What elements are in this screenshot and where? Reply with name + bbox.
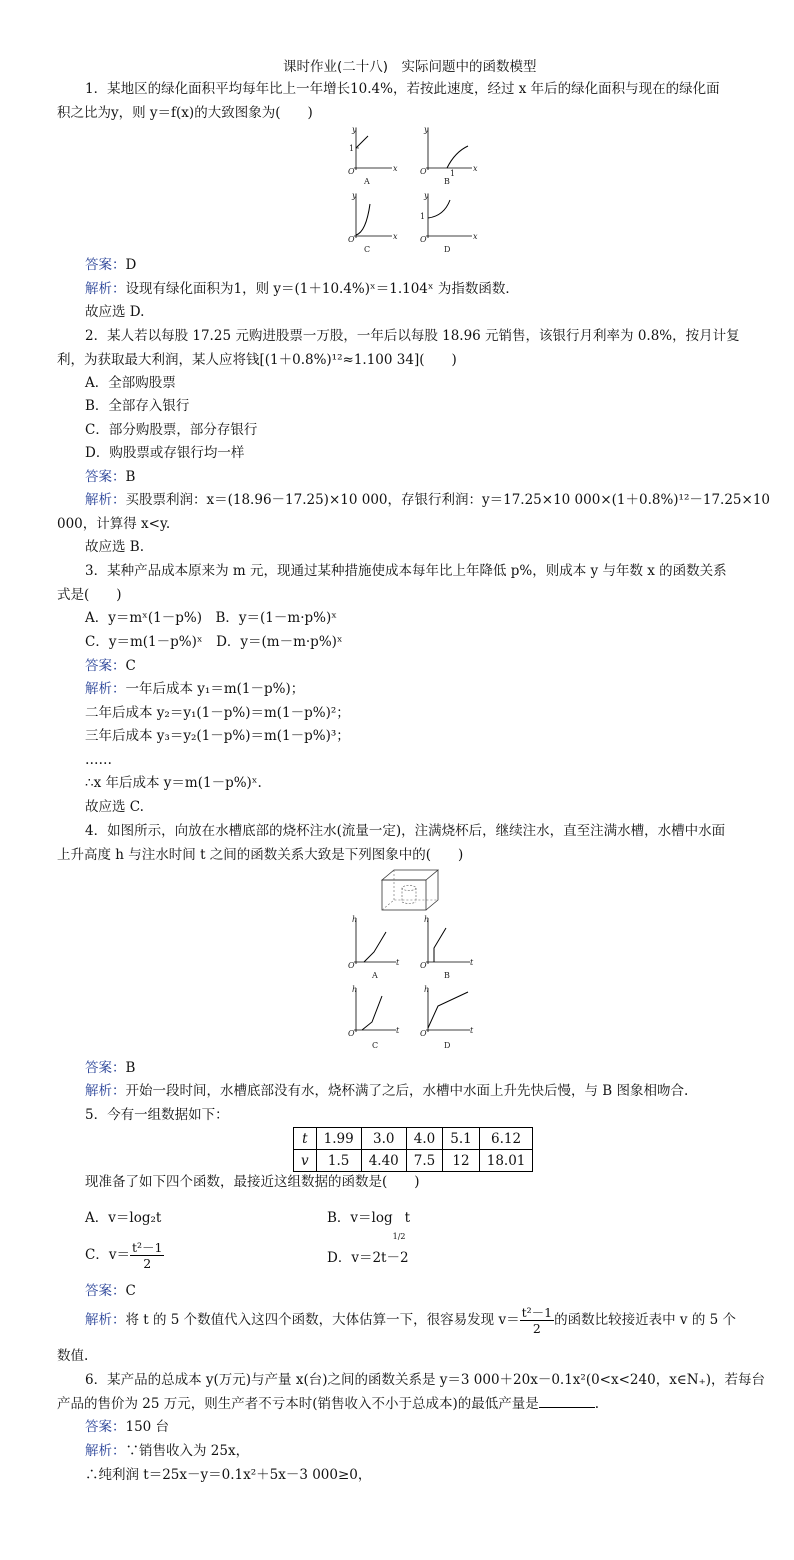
table-cell: t [294, 1128, 317, 1150]
svg-text:O: O [348, 235, 355, 244]
svg-text:t: t [396, 1026, 400, 1035]
q2-option-d: D．购股票或存银行均一样 [85, 445, 245, 461]
svg-text:t: t [470, 1026, 474, 1035]
q4-answer: B [125, 1060, 136, 1076]
q4-analysis-row [85, 1082, 688, 1100]
analysis-label: 解析： [85, 1443, 126, 1459]
q4-graph-options [342, 912, 484, 1052]
q4-analysis: 开始一段时间，水槽底部没有水，烧杯满了之后，水槽中水面上升先快后慢，与 B 图象相吻合. [125, 1083, 689, 1099]
q5-option-b-base: 1/2 [392, 1232, 406, 1241]
q2-stem-line2: 利，为获取最大利润，某人应将钱[(1＋0.8%)¹²≈1.100 34]( ) [57, 352, 457, 368]
q2-option-c: C．部分购股票，部分存银行 [85, 422, 258, 438]
q5-stem-line1: 5．今有一组数据如下： [85, 1107, 229, 1123]
q3-options-ab: A．y＝mˣ(1－p%) B．y＝(1－m·p%)ˣ [85, 610, 337, 626]
answer-label: 答案： [85, 257, 126, 273]
svg-text:O: O [420, 167, 427, 176]
svg-text:h: h [424, 985, 430, 994]
q5-option-c-fraction [130, 1240, 165, 1271]
q4-graph-b [420, 915, 474, 980]
q4-graph-a [348, 915, 400, 980]
fraction-denominator: 2 [143, 1256, 152, 1271]
table-cell: 1.99 [316, 1128, 361, 1150]
analysis-label: 解析： [85, 1083, 126, 1099]
svg-text:1: 1 [349, 144, 355, 153]
table-row [294, 1128, 533, 1150]
table-cell: 7.5 [406, 1150, 442, 1172]
q3-stem-line1: 3．某种产品成本原来为 m 元，现通过某种措施使成本每年比上年降低 p%，则成本 y 与年数 x 的函数关系 [85, 563, 727, 579]
analysis-label: 解析： [85, 1312, 126, 1328]
q1-graph-b-letter: B [444, 177, 450, 186]
fraction-numerator: t²－1 [521, 1305, 553, 1320]
q3-conclusion: 故应选 C. [85, 799, 144, 815]
q1-graph-a [348, 125, 398, 186]
answer-label: 答案： [85, 658, 126, 674]
svg-text:1: 1 [450, 169, 456, 178]
q5-analysis-line2: 数值. [57, 1348, 89, 1364]
svg-text:h: h [352, 915, 358, 924]
svg-text:O: O [420, 235, 427, 244]
q2-analysis-line2: 000，计算得 x<y. [57, 516, 171, 532]
q3-answer-row [85, 657, 136, 675]
fraction-numerator: t²－1 [131, 1240, 163, 1255]
q5-option-b-text: B．v＝log [327, 1210, 393, 1226]
q6-answer-row [85, 1418, 169, 1436]
q4-stem-line2: 上升高度 h 与注水时间 t 之间的函数关系大致是下列图象中的( ) [57, 847, 464, 863]
q2-option-b: B．全部存入银行 [85, 398, 190, 414]
q1-stem-line2: 积之比为y，则 y＝f(x)的大致图象为( ) [57, 105, 313, 121]
answer-label: 答案： [85, 1283, 126, 1299]
q4-graph-c [348, 985, 400, 1050]
q1-graph-options [340, 122, 480, 254]
q2-analysis-row [85, 491, 770, 509]
q5-analysis-pre: 将 t 的 5 个数值代入这四个函数，大体估算一下，很容易发现 v＝ [125, 1312, 520, 1328]
q5-stem-line2: 现准备了如下四个函数，最接近这组数据的函数是( ) [85, 1174, 420, 1190]
q3-analysis-1: 一年后成本 y₁＝m(1－p%)； [125, 681, 305, 697]
water-tank-figure [380, 868, 442, 912]
q2-option-a: A．全部购股票 [85, 375, 176, 391]
q4-stem-line1: 4．如图所示，向放在水槽底部的烧杯注水(流量一定)，注满烧杯后，继续注水，直至注满水槽，水槽中水面 [85, 823, 726, 839]
q3-answer: C [125, 658, 136, 674]
q1-stem-line1: 1．某地区的绿化面积平均每年比上一年增长10.4%，若按此速度，经过 x 年后的绿化面积与现在的绿化面 [85, 81, 720, 97]
svg-text:x: x [473, 164, 478, 173]
q1-graph-d [420, 191, 478, 254]
table-row [294, 1150, 533, 1172]
q2-answer: B [125, 469, 136, 485]
q4-answer-row [85, 1059, 135, 1077]
q1-analysis: 设现有绿化面积为1，则 y＝(1＋10.4%)ˣ＝1.104ˣ 为指数函数． [125, 281, 519, 297]
q5-analysis-fraction [520, 1305, 555, 1336]
q1-graph-d-letter: D [444, 245, 451, 254]
analysis-label: 解析： [85, 281, 126, 297]
q6-stem-line2 [57, 1395, 599, 1413]
analysis-label: 解析： [85, 492, 126, 508]
answer-label: 答案： [85, 469, 126, 485]
q2-answer-row [85, 468, 135, 486]
svg-text:O: O [420, 1029, 427, 1038]
svg-text:h: h [352, 985, 358, 994]
q3-analysis-4: …… [85, 752, 112, 768]
q6-analysis-2: ∴纯利润 t＝25x－y＝0.1x²＋5x－3 000≥0， [85, 1467, 372, 1483]
q5-option-b [327, 1209, 411, 1241]
q3-analysis-5: ∴x 年后成本 y＝m(1－p%)ˣ. [85, 775, 262, 791]
table-cell: 6.12 [479, 1128, 533, 1150]
q6-analysis-row [85, 1442, 249, 1460]
svg-text:y: y [352, 191, 357, 200]
table-cell: 4.0 [406, 1128, 442, 1150]
q5-option-d: D．v＝2t－2 [327, 1250, 409, 1266]
q2-stem-line1: 2．某人若以每股 17.25 元购进股票一万股，一年后以每股 18.96 元销售，该银行月利率为 0.8%，按月计复 [85, 328, 740, 344]
q5-option-c-text: C．v＝ [85, 1247, 130, 1263]
q3-analysis-3: 三年后成本 y₃＝y₂(1－p%)＝m(1－p%)³； [85, 728, 350, 744]
analysis-label: 解析： [85, 681, 126, 697]
fraction-denominator: 2 [532, 1321, 541, 1336]
answer-label: 答案： [85, 1060, 126, 1076]
svg-text:O: O [348, 1029, 355, 1038]
q4-graph-d [420, 985, 474, 1050]
page-title: 课时作业(二十八) 实际问题中的函数模型 [283, 59, 537, 75]
svg-text:h: h [424, 915, 430, 924]
q6-stem-end: . [594, 1396, 600, 1412]
q1-graph-b [420, 125, 478, 186]
q2-analysis-line1: 买股票利润：x＝(18.96－17.25)×10 000，存银行利润：y＝17.25×10 000×(1＋0.8%)¹²－17.25×10 [125, 492, 771, 508]
svg-text:y: y [424, 125, 429, 134]
q3-stem-line2: 式是( ) [57, 587, 122, 603]
svg-text:A: A [372, 971, 378, 980]
q6-stem-line1: 6．某产品的总成本 y(万元)与产量 x(台)之间的函数关系是 y＝3 000＋20x－0.1x²(0<x<240，x∈N₊)，若每台 [85, 1372, 766, 1388]
svg-text:O: O [348, 961, 355, 970]
q5-analysis-row [85, 1305, 736, 1336]
svg-text:t: t [396, 958, 400, 967]
svg-text:1: 1 [420, 212, 426, 221]
q3-analysis-row [85, 680, 304, 698]
table-cell: 5.1 [443, 1128, 479, 1150]
q1-answer: D [125, 257, 137, 273]
q1-conclusion: 故应选 D. [85, 304, 145, 320]
q5-analysis-post: 的函数比较接近表中 v 的 5 个 [554, 1312, 736, 1328]
q6-analysis-1: ∵销售收入为 25x， [125, 1443, 250, 1459]
svg-text:C: C [372, 1041, 379, 1050]
answer-blank [539, 1395, 595, 1408]
table-cell: v [294, 1150, 317, 1172]
q5-answer: C [125, 1283, 136, 1299]
table-cell: 18.01 [479, 1150, 533, 1172]
svg-text:x: x [393, 232, 398, 241]
svg-text:x: x [473, 232, 478, 241]
q5-data-table [293, 1127, 533, 1172]
q5-option-a: A．v＝log₂t [85, 1210, 162, 1226]
answer-label: 答案： [85, 1419, 126, 1435]
q1-answer-row [85, 256, 136, 274]
svg-text:t: t [470, 958, 474, 967]
q1-graph-c-letter: C [364, 245, 371, 254]
svg-text:O: O [420, 961, 427, 970]
svg-text:D: D [444, 1041, 451, 1050]
svg-text:y: y [352, 125, 357, 134]
svg-text:y: y [424, 191, 429, 200]
q2-conclusion: 故应选 B. [85, 539, 145, 555]
q1-graph-a-letter: A [364, 177, 370, 186]
table-cell: 3.0 [361, 1128, 406, 1150]
q3-options-cd: C．y＝m(1－p%)ˣ D．y＝(m－m·p%)ˣ [85, 634, 343, 650]
q6-stem-text: 产品的售价为 25 万元，则生产者不亏本时(销售收入不小于总成本)的最低产量是 [57, 1396, 539, 1412]
q3-analysis-2: 二年后成本 y₂＝y₁(1－p%)＝m(1－p%)²； [85, 705, 350, 721]
table-cell: 12 [443, 1150, 479, 1172]
q1-graph-c [348, 191, 398, 254]
svg-text:x: x [393, 164, 398, 173]
svg-text:B: B [444, 971, 450, 980]
q5-answer-row [85, 1282, 136, 1300]
svg-text:O: O [348, 167, 355, 176]
q6-answer: 150 台 [125, 1419, 170, 1435]
q1-analysis-row [85, 280, 519, 298]
table-cell: 1.5 [316, 1150, 361, 1172]
q5-option-b-arg: t [404, 1210, 411, 1226]
table-cell: 4.40 [361, 1150, 406, 1172]
q5-option-c [85, 1240, 164, 1271]
